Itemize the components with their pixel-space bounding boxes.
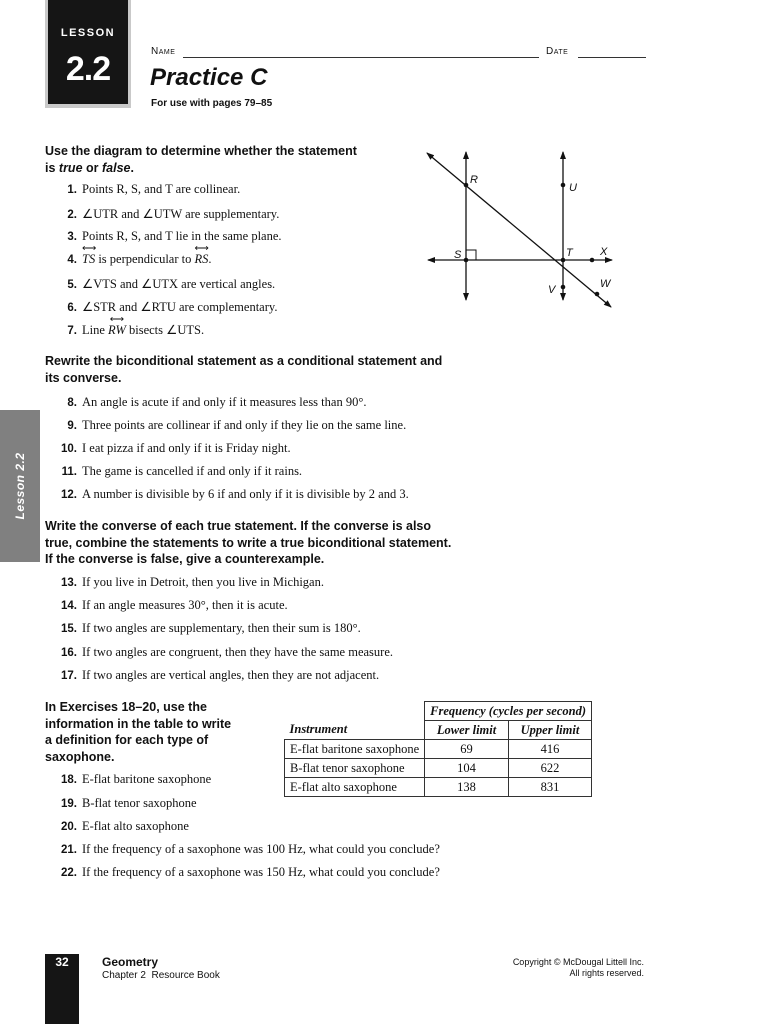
cell-lower: 69 [425,740,509,759]
geometry-diagram [420,140,620,320]
line-rw [427,153,611,307]
section4-heading-line2: information in the table to write [45,716,232,731]
table-row [285,759,592,778]
col-upper-header: Upper limit [508,721,591,740]
cell-instrument: E-flat alto saxophone [285,778,425,797]
exercise-15: 15. If two angles are supplementary, then their sum is 180°. [61,621,361,635]
exercise-9: 9. Three points are collinear if and only if they lie on the same line. [67,418,407,432]
copyright-line2: All rights reserved. [569,968,644,978]
exercise-22: 22. If the frequency of a saxophone was 150 Hz, what could you conclude? [61,865,440,879]
page-number: 32 [55,955,69,969]
exercise-16: 16. If two angles are congruent, then they have the same measure. [61,645,393,659]
col-instrument-header: Instrument [285,721,425,740]
exercise-1: 1. Points R, S, and T are collinear. [67,182,241,196]
exercise-11: 11. The game is cancelled if and only if it rains. [61,464,303,478]
col-lower-header: Lower limit [425,721,509,740]
table-row [285,740,592,759]
lesson-badge [48,0,128,104]
cell-upper: 831 [508,778,591,797]
exercise-20: 20. E-flat alto saxophone [61,819,189,833]
date-label: Date [546,46,569,57]
date-field[interactable] [578,57,646,58]
section3-heading [45,518,451,568]
exercise-3: 3. Points R, S, and T lie in the same plane. [67,229,282,243]
cell-instrument: B-flat tenor saxophone [285,759,425,778]
table-row [285,778,592,797]
section4-heading-line4: saxophone. [45,749,115,764]
label-s: S [454,249,462,261]
page-subtitle: For use with pages 79–85 [151,98,273,109]
lesson-number: 2.2 [65,50,111,88]
point-t [561,258,566,263]
section1-heading-line1: Use the diagram to determine whether the statement [45,144,357,158]
section1-heading-line2: is true or false. [45,160,134,175]
exercise-6: 6. ∠STR and ∠RTU are complementary. [67,300,278,314]
section4-heading [45,699,231,765]
cell-lower: 138 [425,778,509,797]
section4-heading-line1: In Exercises 18–20, use the [45,700,207,714]
name-label: Name [151,46,176,57]
point-s [464,258,469,263]
section2-heading-line2: its converse. [45,370,122,385]
exercise-5: 5. ∠VTS and ∠UTX are vertical angles. [67,277,276,291]
section2-heading [45,353,442,386]
point-w [595,292,600,297]
exercise-12: 12. A number is divisible by 6 if and only if it is divisible by 2 and 3. [61,487,409,501]
exercise-21: 21. If the frequency of a saxophone was 100 Hz, what could you conclude? [61,842,440,856]
line-arrow-icon: ⟷ [194,243,209,254]
label-v: V [548,284,556,296]
section1-heading [45,143,357,176]
label-w: W [600,278,611,290]
exercise-14: 14. If an angle measures 30°, then it is acute. [61,598,288,612]
cell-lower: 104 [425,759,509,778]
line-arrow-icon: ⟷ [109,314,125,325]
point-v [561,285,566,290]
book-title: Geometry [102,955,159,969]
table-group-header: Frequency (cycles per second) [425,702,592,721]
book-subtitle: Chapter 2 Resource Book [102,970,220,981]
section3-heading-line3: If the converse is false, give a counterexample. [45,552,325,566]
exercise-10: 10. I eat pizza if and only if it is Friday night. [61,441,291,455]
cell-upper: 416 [508,740,591,759]
page-title: Practice C [150,64,268,91]
name-field[interactable] [183,57,539,58]
exercise-8: 8. An angle is acute if and only if it measures less than 90°. [67,395,367,409]
exercise-13: 13. If you live in Detroit, then you live in Michigan. [61,575,324,589]
cell-upper: 622 [508,759,591,778]
label-u: U [569,182,577,194]
section2-heading-line1: Rewrite the biconditional statement as a conditional statement and [45,354,443,368]
table-corner [285,702,425,721]
label-r: R [470,174,478,186]
section4-heading-line3: a definition for each type of [45,733,209,747]
point-u [561,183,566,188]
exercise-18: 18. E-flat baritone saxophone [61,772,212,786]
side-tab-label: Lesson 2.2 [13,452,27,520]
lesson-word: LESSON [60,27,116,39]
cell-instrument: E-flat baritone saxophone [285,740,425,759]
exercise-4: 4. ⟷ TS is perpendicular to ⟷ RS. [67,243,212,266]
label-t: T [566,247,573,259]
copyright [513,957,644,979]
point-r [464,183,469,188]
exercise-19: 19. B-flat tenor saxophone [61,796,197,810]
point-x [590,258,595,263]
exercise-7: 7. Line ⟷ RW bisects ∠UTS. [67,314,205,337]
section3-heading-line1: Write the converse of each true statement. If the converse is also [45,519,432,533]
exercise-2: 2. ∠UTR and ∠UTW are supplementary. [67,207,280,221]
section3-heading-line2: true, combine the statements to write a true biconditional statement. [45,535,452,550]
copyright-line1: Copyright © McDougal Littell Inc. [512,957,644,967]
exercise-17: 17. If two angles are vertical angles, then they are not adjacent. [61,668,380,682]
saxophone-table [284,701,592,797]
line-arrow-icon: ⟷ [82,243,97,254]
label-x: X [600,246,608,258]
